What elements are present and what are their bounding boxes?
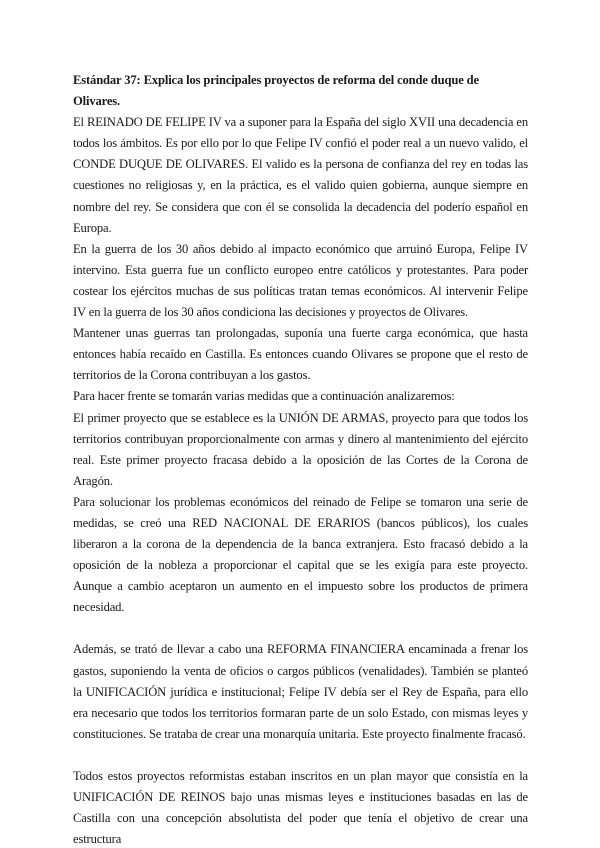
- paragraph-spacer: [73, 618, 528, 639]
- paragraph-unificacion-reinos: Todos estos proyectos reformistas estaban inscritos en un plan mayor que consistía en la UNIFICACIÓN DE REINOS bajo unas mismas leyes e instituciones basadas en las de Castilla con una concepción absolutista del poder que tenía el objetivo de crear una estructura: [73, 768, 528, 847]
- paragraph-spacer: [73, 745, 528, 766]
- paragraph-reforma-financiera: Además, se trató de llevar a cabo una REFORMA FINANCIERA encaminada a frenar los gastos, suponiendo la venta de oficios o cargos públicos (venalidades). También se planteó la UNIFICACIÓN jurídica e institucional; Felipe IV debía ser el Rey de España, para ello era necesario que todos los territorios formaran parte de un solo Estado, con mismas leyes y constituciones. Se trataba de crear una monarquía unitaria. Este proyecto finalmente fracasó.: [73, 642, 528, 741]
- paragraph-red-erarios: Para solucionar los problemas económicos del reinado de Felipe se tomaron una serie de medidas, se creó una RED NACIONAL DE ERARIOS (bancos públicos), los cuales liberaron a la corona de la dependencia de la banca extranjera. Esto fracasó debido a la oposición de la nobleza a proporcionar el capital que se les exigía para este proyecto. Aunque a cambio aceptaron un aumento en el impuesto sobre los productos de primera necesidad.: [73, 494, 528, 615]
- paragraph-guerra-30-anos: En la guerra de los 30 años debido al impacto económico que arruinó Europa, Felipe IV intervino. Esta guerra fue un conflicto europeo entre católicos y protestantes. Para poder costear los ejércitos muchas de sus políticas tratan temas económicos. Al intervenir Felipe IV en la guerra de los 30 años condiciona las decisiones y proyectos de Olivares.: [73, 241, 528, 320]
- paragraph-carga-economica: Mantener unas guerras tan prolongadas, suponía una fuerte carga económica, que hasta entonces había recaído en Castilla. Es entonces cuando Olivares se propone que el resto de territorios de la Corona contribuyan a los gastos.: [73, 326, 528, 383]
- paragraph-reinado: El REINADO DE FELIPE IV va a suponer para la España del siglo XVII una decadencia en todos los ámbitos. Es por ello por lo que Felipe IV confió el poder real a un nuevo valido, el CONDE DUQUE DE OLIVARES. El valido es la persona de confianza del rey en todas las cuestiones no religiosas y, en la práctica, es el valido quien gobierna, aunque siempre en nombre del rey. Se considera que con él se consolida la decadencia del poderío español en Europa.: [73, 115, 528, 235]
- document-heading: Estándar 37: Explica los principales proyectos de reforma del conde duque de Olivares.: [73, 73, 479, 109]
- paragraph-union-de-armas: El primer proyecto que se establece es la UNIÓN DE ARMAS, proyecto para que todos los territorios contribuyan proporcionalmente con armas y dinero al mantenimiento del ejército real. Este primer proyecto fracasa debido a la oposición de las Cortes de la Corona de Aragón.: [73, 410, 528, 488]
- paragraph-medidas-intro: Para hacer frente se tomarán varias medidas que a continuación analizaremos:: [73, 389, 455, 404]
